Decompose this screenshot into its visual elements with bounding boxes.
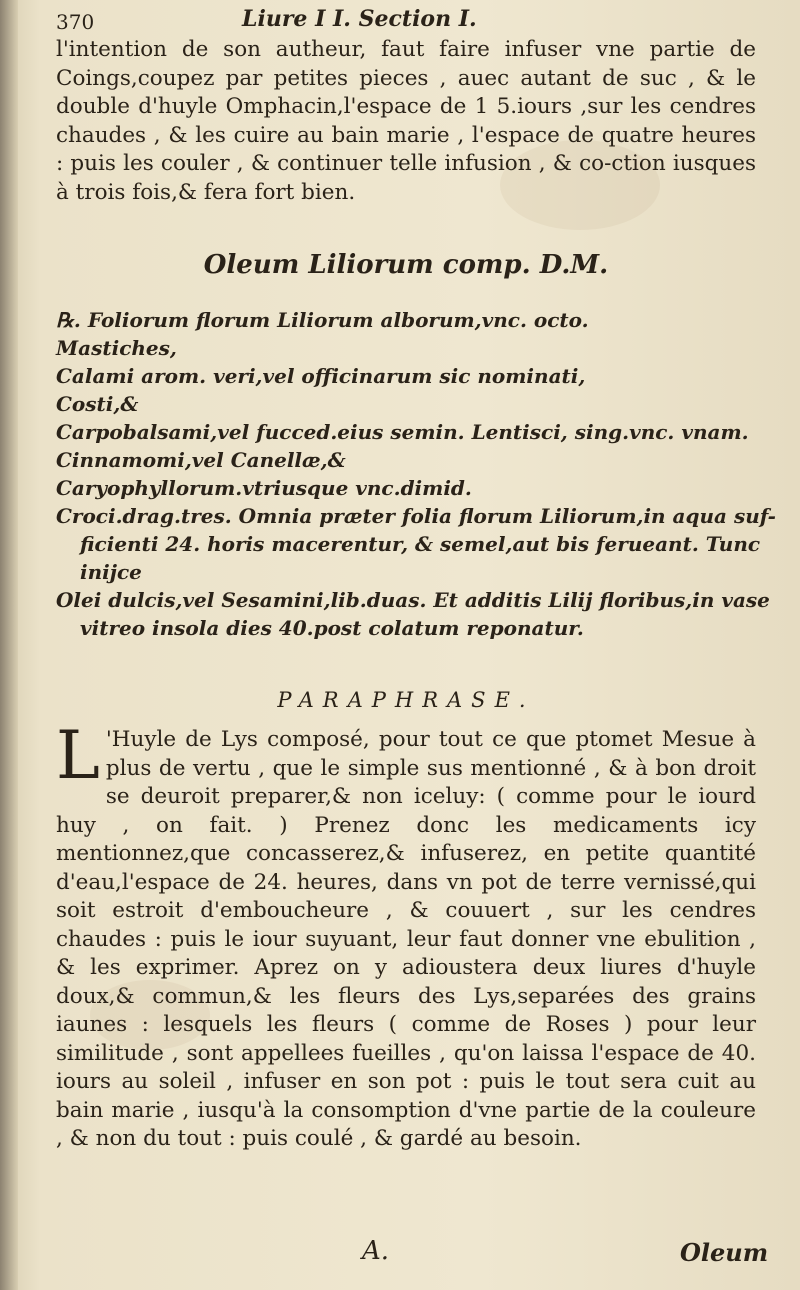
recipe-line: ficienti 24. horis macerentur, & semel,aut bis ferueant. Tunc bbox=[80, 532, 761, 556]
recipe-line: Caryophyllorum.vtriusque vnc.dimid. bbox=[56, 476, 472, 500]
catchword: Oleum bbox=[680, 1238, 769, 1267]
section-title: PARAPHRASE. bbox=[277, 688, 535, 712]
paraphrase-text: 'Huyle de Lys composé, pour tout ce que ptomet Mesue à plus de vertu , que le simple sus mentionné , & à bon droit se deuroit preparer,& non iceluy: ( comme pour le iourd huy , on fait. ) Prenez donc les medicaments icy mentionnez,que concasserez,& infuserez, en petite quantité d'eau,l'espace de 24. heures, dans vn pot de terre vernissé,qui soit estroit d'emboucheure , & couuert , sur les cendres chaudes : puis le iour suyuant, leur faut donner vne ebulition , & les exprimer. Aprez on y adioustera deux liures d'huyle doux,& commun,& les fleurs des Lys,separées des grains iaunes : lesquels les fleurs ( comme de Roses ) pour leur similitude , sont appellees fueilles , qu'on laissa l'espace de 40. iours au soleil , infuser en son pot : puis le tout sera cuit au bain marie , iusqu'à la consomption d'vne partie de la couleure , & non du tout : puis coulé , & gardé au besoin. bbox=[56, 727, 756, 1151]
page-header bbox=[56, 6, 756, 36]
paraphrase-paragraph bbox=[56, 717, 756, 1154]
signature-mark: A. bbox=[362, 1236, 390, 1266]
recipe-line: Cinnamomi,vel Canellæ,& bbox=[56, 448, 346, 472]
book-binding-edge bbox=[0, 0, 18, 1290]
page-number: 370 bbox=[56, 10, 95, 34]
drop-cap: L bbox=[56, 717, 100, 794]
recipe-body bbox=[56, 306, 776, 642]
recipe-line: Carpobalsami,vel fucced.eius semin. Lentisci, sing.vnc. vnam. bbox=[56, 420, 749, 444]
recipe-line: Croci.drag.tres. Omnia præter folia florum Liliorum,in aqua suf- bbox=[56, 504, 776, 528]
recipe-line: ℞. Foliorum florum Liliorum alborum,vnc. octo. bbox=[56, 308, 589, 332]
running-head: Liure I I. Section I. bbox=[242, 6, 477, 32]
paragraph-continuation: l'intention de son autheur, faut faire infuser vne partie de Coings,coupez par petites pieces , auec autant de suc , & le double d'huyle Omphacin,l'espace de 1 5.iours ,sur les cendres chaudes , & les cuire au bain marie , l'espace de quatre heures : puis les couler , & continuer telle infusion , & co-ction iusques à trois fois,& fera fort bien. bbox=[56, 37, 756, 205]
recipe-line: Calami arom. veri,vel officinarum sic nominati, bbox=[56, 364, 586, 388]
recipe-line: Costi,& bbox=[56, 392, 139, 416]
recipe-line: Olei dulcis,vel Sesamini,lib.duas. Et additis Lilij floribus,in vase bbox=[56, 588, 770, 612]
recipe-title: Oleum Liliorum comp. D.M. bbox=[203, 250, 609, 280]
recipe-line: Mastiches, bbox=[56, 336, 177, 360]
recipe-line: inijce bbox=[80, 560, 142, 584]
recipe-line: vitreo insola dies 40.post colatum reponatur. bbox=[80, 616, 584, 640]
